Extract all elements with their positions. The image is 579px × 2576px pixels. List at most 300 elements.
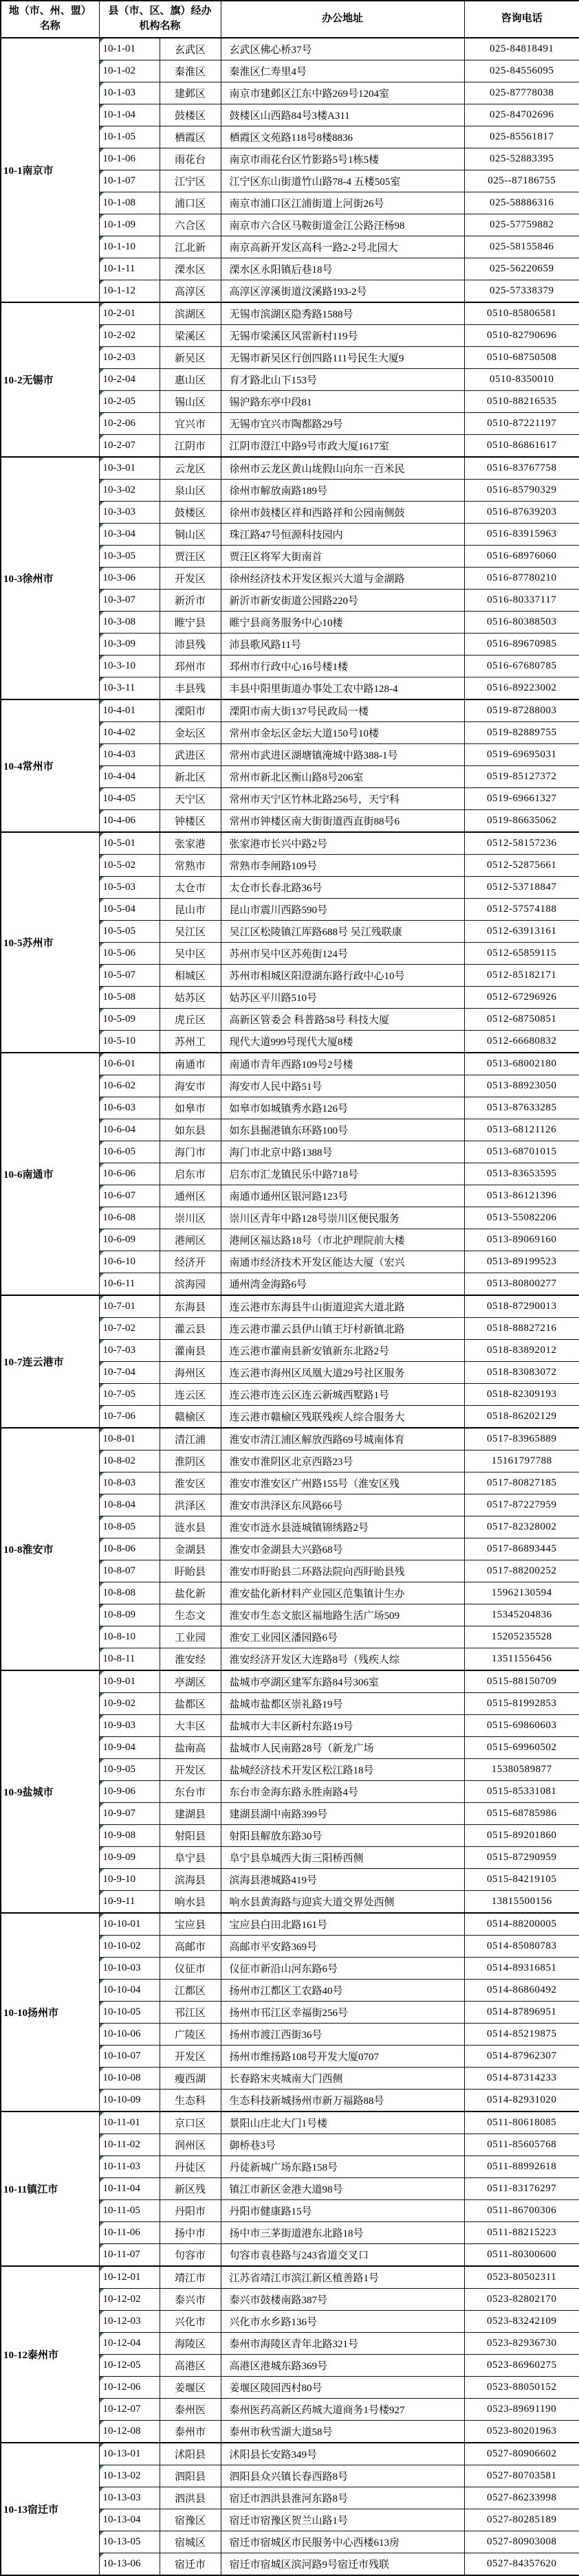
- agency-name-cell: 响水县: [160, 1891, 221, 1914]
- phone-cell: 0519-85127372: [464, 766, 579, 788]
- address-cell: 邳州市行政中心16号楼1楼: [221, 656, 464, 677]
- address-cell: 徐州市解放南路189号: [221, 480, 464, 502]
- header-row: [1, 1, 579, 38]
- agency-code-cell: 10-6-11: [99, 1273, 160, 1296]
- agency-name-cell: 新区残: [160, 2178, 221, 2200]
- phone-cell: 0514-85080783: [464, 1936, 579, 1958]
- agency-code-cell: 10-8-04: [99, 1494, 160, 1516]
- agency-code-cell: 10-6-06: [99, 1163, 160, 1185]
- address-cell: 丹徒新城广场东路158号: [221, 2156, 464, 2178]
- address-cell: 沛县歌风路11号: [221, 634, 464, 656]
- phone-cell: 0518-82309193: [464, 1384, 579, 1406]
- table-row: [1, 38, 579, 60]
- phone-cell: 0513-68121126: [464, 1119, 579, 1141]
- phone-cell: 0511-85605768: [464, 2134, 579, 2156]
- phone-cell: 15345204836: [464, 1604, 579, 1626]
- agency-name-cell: 江北新: [160, 236, 221, 258]
- region-group-label: 10-12泰州市: [1, 2266, 99, 2443]
- agency-code-cell: 10-6-09: [99, 1229, 160, 1251]
- agency-code-cell: 10-8-08: [99, 1582, 160, 1604]
- agency-name-cell: 开发区: [160, 1759, 221, 1781]
- phone-cell: 0527-80906602: [464, 2443, 579, 2465]
- phone-cell: 025-57338379: [464, 280, 579, 303]
- address-cell: 溧水区永阳镇后巷18号: [221, 258, 464, 280]
- phone-cell: 025-57759882: [464, 214, 579, 236]
- address-cell: 南通市青年西路109号2号楼: [221, 1053, 464, 1075]
- agency-name-cell: 建湖县: [160, 1803, 221, 1825]
- address-cell: 睢宁县商务服务中心10楼: [221, 612, 464, 634]
- address-cell: 连云港市海州区凤凰大道29号社区服务: [221, 1362, 464, 1384]
- phone-cell: 0512-57574188: [464, 899, 579, 921]
- region-group-label: 10-7连云港市: [1, 1295, 99, 1428]
- phone-cell: 0513-68701015: [464, 1141, 579, 1163]
- agency-name-cell: 泉山区: [160, 480, 221, 502]
- address-cell: 淮安市金湖县大兴路68号: [221, 1538, 464, 1560]
- phone-cell: 0515-87290959: [464, 1847, 579, 1869]
- agency-name-cell: 钟楼区: [160, 810, 221, 833]
- address-cell: 连云港市赣榆区残联残疾人综合服务大: [221, 1406, 464, 1429]
- phone-cell: 0527-80903008: [464, 2531, 579, 2553]
- agency-name-cell: 滨海县: [160, 1869, 221, 1891]
- address-cell: 姑苏区平川路510号: [221, 987, 464, 1009]
- address-cell: 无锡市梁溪区风雷新村119号: [221, 325, 464, 347]
- agency-name-cell: 生态文: [160, 1604, 221, 1626]
- agency-name-cell: 常熟市: [160, 855, 221, 877]
- address-cell: 淮安市生态文旅区福地路生活广场509: [221, 1604, 464, 1626]
- agency-code-cell: 10-9-01: [99, 1670, 160, 1693]
- agency-name-cell: 江都区: [160, 1980, 221, 2002]
- agency-name-cell: 海安市: [160, 1075, 221, 1097]
- agency-name-cell: 南通市: [160, 1053, 221, 1075]
- agency-name-cell: 大丰区: [160, 1715, 221, 1737]
- agency-name-cell: 泗洪县: [160, 2487, 221, 2509]
- table-row: [1, 302, 579, 325]
- header-agency: 县（市、区、旗）经办机构名称: [99, 1, 221, 38]
- phone-cell: 0510-82790696: [464, 325, 579, 347]
- address-cell: 南京市雨花台区竹影路5号1栋5楼: [221, 148, 464, 170]
- agency-name-cell: 贾汪区: [160, 546, 221, 568]
- agency-code-cell: 10-12-02: [99, 2289, 160, 2311]
- agency-code-cell: 10-12-03: [99, 2311, 160, 2333]
- agency-name-cell: 泰州市: [160, 2421, 221, 2443]
- address-cell: 南通市通州区银河路123号: [221, 1185, 464, 1207]
- address-cell: 常州市武进区湖塘镇淹城中路388-1号: [221, 744, 464, 766]
- agency-name-cell: 天宁区: [160, 788, 221, 810]
- address-cell: 江宁区东山街道竹山路78-4 五楼505室: [221, 170, 464, 192]
- address-cell: 如皋市如城镇秀水路126号: [221, 1097, 464, 1119]
- phone-cell: 13815500156: [464, 1891, 579, 1914]
- agency-code-cell: 10-12-01: [99, 2266, 160, 2289]
- phone-cell: 0523-83242109: [464, 2311, 579, 2333]
- address-cell: 镇江市新区金港大道98号: [221, 2178, 464, 2200]
- address-cell: 南京市浦口区江浦街道上河街26号: [221, 192, 464, 214]
- address-cell: 珠江路47号恒源科技园内: [221, 524, 464, 546]
- address-cell: 常熟市李闸路109号: [221, 855, 464, 877]
- address-cell: 常州市金坛区金坛大道150号10楼: [221, 722, 464, 744]
- address-cell: 昆山市震川西路590号: [221, 899, 464, 921]
- agency-name-cell: 启东市: [160, 1163, 221, 1185]
- phone-cell: 0518-86202129: [464, 1406, 579, 1429]
- agency-code-cell: 10-10-01: [99, 1913, 160, 1936]
- table-header: [1, 1, 579, 38]
- phone-cell: 0512-63913161: [464, 921, 579, 943]
- agency-code-cell: 10-5-01: [99, 832, 160, 855]
- table-row: [1, 1670, 579, 1693]
- phone-cell: 025-52883395: [464, 148, 579, 170]
- agency-code-cell: 10-8-05: [99, 1516, 160, 1538]
- address-cell: 江苏省靖江市滨江新区植善路1号: [221, 2266, 464, 2289]
- address-cell: 盐城市亭湖区建军东路84号306室: [221, 1670, 464, 1693]
- address-cell: 现代大道999号现代大厦8楼: [221, 1031, 464, 1053]
- agency-name-cell: 丹阳市: [160, 2200, 221, 2222]
- agency-code-cell: 10-9-11: [99, 1891, 160, 1914]
- agency-code-cell: 10-1-01: [99, 38, 160, 60]
- agency-code-cell: 10-2-01: [99, 302, 160, 325]
- phone-cell: 0516-68976060: [464, 546, 579, 568]
- address-cell: 泰州市秋雪湖大道58号: [221, 2421, 464, 2443]
- agency-name-cell: 新北区: [160, 766, 221, 788]
- address-cell: 射阳县解放东路30号: [221, 1825, 464, 1847]
- agency-name-cell: 盱眙县: [160, 1560, 221, 1582]
- phone-cell: 0510-87221197: [464, 413, 579, 435]
- phone-cell: 0515-89201860: [464, 1825, 579, 1847]
- agency-name-cell: 泗阳县: [160, 2465, 221, 2487]
- agency-name-cell: 锡山区: [160, 391, 221, 413]
- agency-code-cell: 10-2-03: [99, 347, 160, 369]
- agency-code-cell: 10-5-09: [99, 1009, 160, 1031]
- region-group-label: 10-5苏州市: [1, 832, 99, 1053]
- agency-name-cell: 栖霞区: [160, 126, 221, 148]
- address-cell: 徐州市鼓楼区祥和西路祥和公园南侧鼓: [221, 502, 464, 524]
- agency-name-cell: 宿迁市: [160, 2553, 221, 2576]
- agency-name-cell: 邗江区: [160, 2002, 221, 2024]
- agency-name-cell: 新吴区: [160, 347, 221, 369]
- phone-cell: 0511-83176297: [464, 2178, 579, 2200]
- table-row: [1, 457, 579, 480]
- phone-cell: 025-56220659: [464, 258, 579, 280]
- agency-name-cell: 邳州市: [160, 656, 221, 677]
- address-cell: 扬州市渡江西街36号: [221, 2024, 464, 2046]
- phone-cell: 0515-69960502: [464, 1737, 579, 1759]
- agency-code-cell: 10-7-01: [99, 1295, 160, 1318]
- table-row: [1, 2443, 579, 2465]
- address-cell: 丹阳市健康路15号: [221, 2200, 464, 2222]
- agency-name-cell: 开发区: [160, 568, 221, 590]
- phone-cell: 0511-88215223: [464, 2222, 579, 2244]
- address-cell: 扬州市江都区工农路40号: [221, 1980, 464, 2002]
- agency-code-cell: 10-4-03: [99, 744, 160, 766]
- phone-cell: 13511556456: [464, 1648, 579, 1671]
- agency-code-cell: 10-7-06: [99, 1406, 160, 1429]
- phone-cell: 0516-83767758: [464, 457, 579, 480]
- agency-code-cell: 10-4-02: [99, 722, 160, 744]
- agency-name-cell: 宝应县: [160, 1913, 221, 1936]
- agency-code-cell: 10-10-02: [99, 1936, 160, 1958]
- phone-cell: 0511-80300600: [464, 2244, 579, 2267]
- phone-cell: 0510-86861617: [464, 435, 579, 458]
- agency-name-cell: 润州区: [160, 2134, 221, 2156]
- agency-code-cell: 10-7-04: [99, 1362, 160, 1384]
- agency-name-cell: 开发区: [160, 2046, 221, 2068]
- phone-cell: 0512-68750851: [464, 1009, 579, 1031]
- agency-code-cell: 10-10-03: [99, 1958, 160, 1980]
- agency-code-cell: 10-9-07: [99, 1803, 160, 1825]
- address-cell: 扬州市邗江区幸福街256号: [221, 2002, 464, 2024]
- agency-code-cell: 10-9-02: [99, 1693, 160, 1715]
- agency-name-cell: 金坛区: [160, 722, 221, 744]
- agency-code-cell: 10-13-04: [99, 2509, 160, 2531]
- phone-cell: 0512-53718847: [464, 877, 579, 899]
- phone-cell: 025--87186755: [464, 170, 579, 192]
- address-cell: 淮安市洪泽区东风路66号: [221, 1494, 464, 1516]
- phone-cell: 0515-85331081: [464, 1781, 579, 1803]
- agency-name-cell: 高淳区: [160, 280, 221, 303]
- phone-cell: 0518-83083072: [464, 1362, 579, 1384]
- address-cell: 苏州市吴中区苏苑街124号: [221, 943, 464, 965]
- agency-name-cell: 沭阳县: [160, 2443, 221, 2465]
- agency-code-cell: 10-12-05: [99, 2355, 160, 2377]
- agency-code-cell: 10-8-10: [99, 1626, 160, 1648]
- phone-cell: 0527-84357620: [464, 2553, 579, 2576]
- address-cell: 无锡市新吴区行创四路111号民生大厦9: [221, 347, 464, 369]
- agency-code-cell: 10-6-08: [99, 1207, 160, 1229]
- agency-name-cell: 丹徒区: [160, 2156, 221, 2178]
- region-group-label: 10-6南通市: [1, 1053, 99, 1295]
- agency-name-cell: 盐都区: [160, 1693, 221, 1715]
- agency-name-cell: 崇川区: [160, 1207, 221, 1229]
- phone-cell: 0517-82328002: [464, 1516, 579, 1538]
- agency-code-cell: 10-12-04: [99, 2333, 160, 2355]
- agency-name-cell: 涟水县: [160, 1516, 221, 1538]
- agency-code-cell: 10-12-08: [99, 2421, 160, 2443]
- address-cell: 江阴市澄江中路9号市政大厦1617室: [221, 435, 464, 458]
- agency-name-cell: 梁溪区: [160, 325, 221, 347]
- agency-code-cell: 10-5-04: [99, 899, 160, 921]
- address-cell: 宿迁市泗洪县淮河东路8号: [221, 2487, 464, 2509]
- address-cell: 扬州市维扬路108号开发大厦0707: [221, 2046, 464, 2068]
- agency-code-cell: 10-5-10: [99, 1031, 160, 1053]
- phone-cell: 0513-89199523: [464, 1251, 579, 1273]
- phone-cell: 025-84818491: [464, 38, 579, 60]
- address-cell: 玄武区佛心桥37号: [221, 38, 464, 60]
- agency-name-cell: 扬中市: [160, 2222, 221, 2244]
- phone-cell: 0513-89069160: [464, 1229, 579, 1251]
- table-row: [1, 699, 579, 722]
- address-cell: 徐州经济技术开发区振兴大道与金湖路: [221, 568, 464, 590]
- agency-code-cell: 10-6-04: [99, 1119, 160, 1141]
- address-cell: 贾汪区将军大街南首: [221, 546, 464, 568]
- agency-code-cell: 10-10-07: [99, 2046, 160, 2068]
- phone-cell: 0513-55082206: [464, 1207, 579, 1229]
- address-cell: 常州市新北区衡山路8号206室: [221, 766, 464, 788]
- table-row: [1, 832, 579, 855]
- address-cell: 常州市天宁区竹林北路256号，天宁科: [221, 788, 464, 810]
- agency-name-cell: 清江浦: [160, 1428, 221, 1451]
- phone-cell: 0518-83892012: [464, 1340, 579, 1362]
- agency-name-cell: 工业园: [160, 1626, 221, 1648]
- agency-code-cell: 10-3-01: [99, 457, 160, 480]
- agency-code-cell: 10-13-03: [99, 2487, 160, 2509]
- phone-cell: 025-85561817: [464, 126, 579, 148]
- table-row: [1, 1053, 579, 1075]
- address-cell: 无锡市滨湖区隐秀路1588号: [221, 302, 464, 325]
- phone-cell: 0516-85790329: [464, 480, 579, 502]
- agency-code-cell: 10-6-05: [99, 1141, 160, 1163]
- address-cell: 港闸区福达路18号（市北护理院前大楼: [221, 1229, 464, 1251]
- agency-code-cell: 10-5-06: [99, 943, 160, 965]
- address-cell: 仪征市新沿山河东路6号: [221, 1958, 464, 1980]
- phone-cell: 0519-69661327: [464, 788, 579, 810]
- region-group-label: 10-1南京市: [1, 38, 99, 302]
- agency-name-cell: 武进区: [160, 744, 221, 766]
- address-cell: 泰州医药高新区药城大道商务1号楼927: [221, 2399, 464, 2421]
- agency-name-cell: 苏州工: [160, 1031, 221, 1053]
- phone-cell: 0516-89670985: [464, 634, 579, 656]
- agency-code-cell: 10-9-10: [99, 1869, 160, 1891]
- phone-cell: 0523-80201963: [464, 2421, 579, 2443]
- address-cell: 南京市建邺区江东中路269号1204室: [221, 82, 464, 104]
- address-cell: 生态科技新城扬州市新万福路88号: [221, 2090, 464, 2112]
- phone-cell: 0523-86960275: [464, 2355, 579, 2377]
- phone-cell: 0523-82802170: [464, 2289, 579, 2311]
- phone-cell: 0516-83915963: [464, 524, 579, 546]
- agency-name-cell: 盐南高: [160, 1737, 221, 1759]
- agency-code-cell: 10-3-05: [99, 546, 160, 568]
- address-cell: 连云港市灌南县新安镇新东北路2号: [221, 1340, 464, 1362]
- agency-name-cell: 如东县: [160, 1119, 221, 1141]
- phone-cell: 0519-69695031: [464, 744, 579, 766]
- agency-name-cell: 滨湖区: [160, 302, 221, 325]
- agency-name-cell: 瘦西湖: [160, 2068, 221, 2090]
- agency-name-cell: 云龙区: [160, 457, 221, 480]
- phone-cell: 0515-69860603: [464, 1715, 579, 1737]
- phone-cell: 0512-66680832: [464, 1031, 579, 1053]
- phone-cell: 0512-52875661: [464, 855, 579, 877]
- address-cell: 高淳区淳溪街道汶溪路193-2号: [221, 280, 464, 303]
- phone-cell: 0515-84219105: [464, 1869, 579, 1891]
- agency-name-cell: 建邺区: [160, 82, 221, 104]
- address-cell: 盐城市盐都区崇礼路19号: [221, 1693, 464, 1715]
- phone-cell: 0510-8350010: [464, 369, 579, 391]
- address-cell: 淮安市涟水县涟城镇锦绣路2号: [221, 1516, 464, 1538]
- phone-cell: 0515-68785986: [464, 1803, 579, 1825]
- agency-name-cell: 溧阳市: [160, 699, 221, 722]
- agency-code-cell: 10-2-02: [99, 325, 160, 347]
- phone-cell: 025-84702696: [464, 104, 579, 126]
- agency-code-cell: 10-7-05: [99, 1384, 160, 1406]
- address-cell: 景阳山庄北大门1号楼: [221, 2112, 464, 2134]
- phone-cell: 025-87778038: [464, 82, 579, 104]
- agency-name-cell: 宜兴市: [160, 413, 221, 435]
- agency-code-cell: 10-13-05: [99, 2531, 160, 2553]
- agency-code-cell: 10-1-02: [99, 60, 160, 82]
- address-cell: 沭阳县长安路349号: [221, 2443, 464, 2465]
- agency-name-cell: 姜堰区: [160, 2377, 221, 2399]
- agency-code-cell: 10-8-11: [99, 1648, 160, 1671]
- phone-cell: 0511-80618085: [464, 2112, 579, 2134]
- agency-code-cell: 10-5-03: [99, 877, 160, 899]
- phone-cell: 0511-88992618: [464, 2156, 579, 2178]
- region-group-label: 10-10扬州市: [1, 1913, 99, 2112]
- phone-cell: 0516-80388503: [464, 612, 579, 634]
- agency-code-cell: 10-10-06: [99, 2024, 160, 2046]
- phone-cell: 0514-86860492: [464, 1980, 579, 2002]
- address-cell: 崇川区青年中路128号崇川区便民服务: [221, 1207, 464, 1229]
- address-cell: 秦淮区仁寿里4号: [221, 60, 464, 82]
- agency-code-cell: 10-2-06: [99, 413, 160, 435]
- phone-cell: 025-58886316: [464, 192, 579, 214]
- region-group-label: 10-11镇江市: [1, 2112, 99, 2266]
- agency-code-cell: 10-6-02: [99, 1075, 160, 1097]
- agency-name-cell: 靖江市: [160, 2266, 221, 2289]
- region-group-label: 10-3徐州市: [1, 457, 99, 699]
- phone-cell: 15205235528: [464, 1626, 579, 1648]
- phone-cell: 0516-87780210: [464, 568, 579, 590]
- agency-code-cell: 10-10-05: [99, 2002, 160, 2024]
- agency-code-cell: 10-3-08: [99, 612, 160, 634]
- agency-code-cell: 10-11-06: [99, 2222, 160, 2244]
- region-group-label: 10-9盐城市: [1, 1670, 99, 1913]
- agency-name-cell: 东海县: [160, 1295, 221, 1318]
- agency-code-cell: 10-6-01: [99, 1053, 160, 1075]
- agency-code-cell: 10-13-01: [99, 2443, 160, 2465]
- header-region: 地（市、州、盟）名称: [1, 1, 99, 38]
- address-cell: 连云港市灌云县伊山镇王圩村新镇北路: [221, 1318, 464, 1340]
- address-cell: 兴化市水乡路136号: [221, 2311, 464, 2333]
- phone-cell: 0517-80827185: [464, 1472, 579, 1494]
- table-row: [1, 2112, 579, 2134]
- agency-name-cell: 泰兴市: [160, 2289, 221, 2311]
- phone-cell: 0516-80337117: [464, 590, 579, 612]
- agency-name-cell: 京口区: [160, 2112, 221, 2134]
- phone-cell: 15380589877: [464, 1759, 579, 1781]
- agency-name-cell: 赣榆区: [160, 1406, 221, 1429]
- address-cell: 海安市人民中路51号: [221, 1075, 464, 1097]
- phone-cell: 0512-58157236: [464, 832, 579, 855]
- address-cell: 南京高新开发区高科一路2-2号北园大: [221, 236, 464, 258]
- address-cell: 宿迁市宿城区市民服务中心西楼613房: [221, 2531, 464, 2553]
- address-cell: 锡沪路东亭中段81: [221, 391, 464, 413]
- phone-cell: 0527-80703581: [464, 2465, 579, 2487]
- agency-name-cell: 阜宁县: [160, 1847, 221, 1869]
- address-cell: 苏州市相城区阳澄湖东路行政中心10号: [221, 965, 464, 987]
- address-cell: 淮安工业园区潘园路6号: [221, 1626, 464, 1648]
- agency-code-cell: 10-3-03: [99, 502, 160, 524]
- agency-code-cell: 10-1-07: [99, 170, 160, 192]
- agency-code-cell: 10-6-03: [99, 1097, 160, 1119]
- agency-name-cell: 睢宁县: [160, 612, 221, 634]
- table-row: [1, 2266, 579, 2289]
- agency-code-cell: 10-11-04: [99, 2178, 160, 2200]
- phone-cell: 0510-85806581: [464, 302, 579, 325]
- agency-name-cell: 金湖县: [160, 1538, 221, 1560]
- address-cell: 连云港市连云区连云新城西墅路1号: [221, 1384, 464, 1406]
- phone-cell: 0514-87962307: [464, 2046, 579, 2068]
- phone-cell: 0518-87290013: [464, 1295, 579, 1318]
- table-row: [1, 1295, 579, 1318]
- agency-name-cell: 新沂市: [160, 590, 221, 612]
- agency-name-cell: 高港区: [160, 2355, 221, 2377]
- agency-name-cell: 沛县残: [160, 634, 221, 656]
- table-body: [1, 38, 579, 2575]
- agency-code-cell: 10-5-02: [99, 855, 160, 877]
- agency-name-cell: 张家港: [160, 832, 221, 855]
- agency-name-cell: 仪征市: [160, 1958, 221, 1980]
- agency-code-cell: 10-7-02: [99, 1318, 160, 1340]
- agency-code-cell: 10-9-03: [99, 1715, 160, 1737]
- phone-cell: 0514-88200005: [464, 1913, 579, 1936]
- agency-code-cell: 10-5-08: [99, 987, 160, 1009]
